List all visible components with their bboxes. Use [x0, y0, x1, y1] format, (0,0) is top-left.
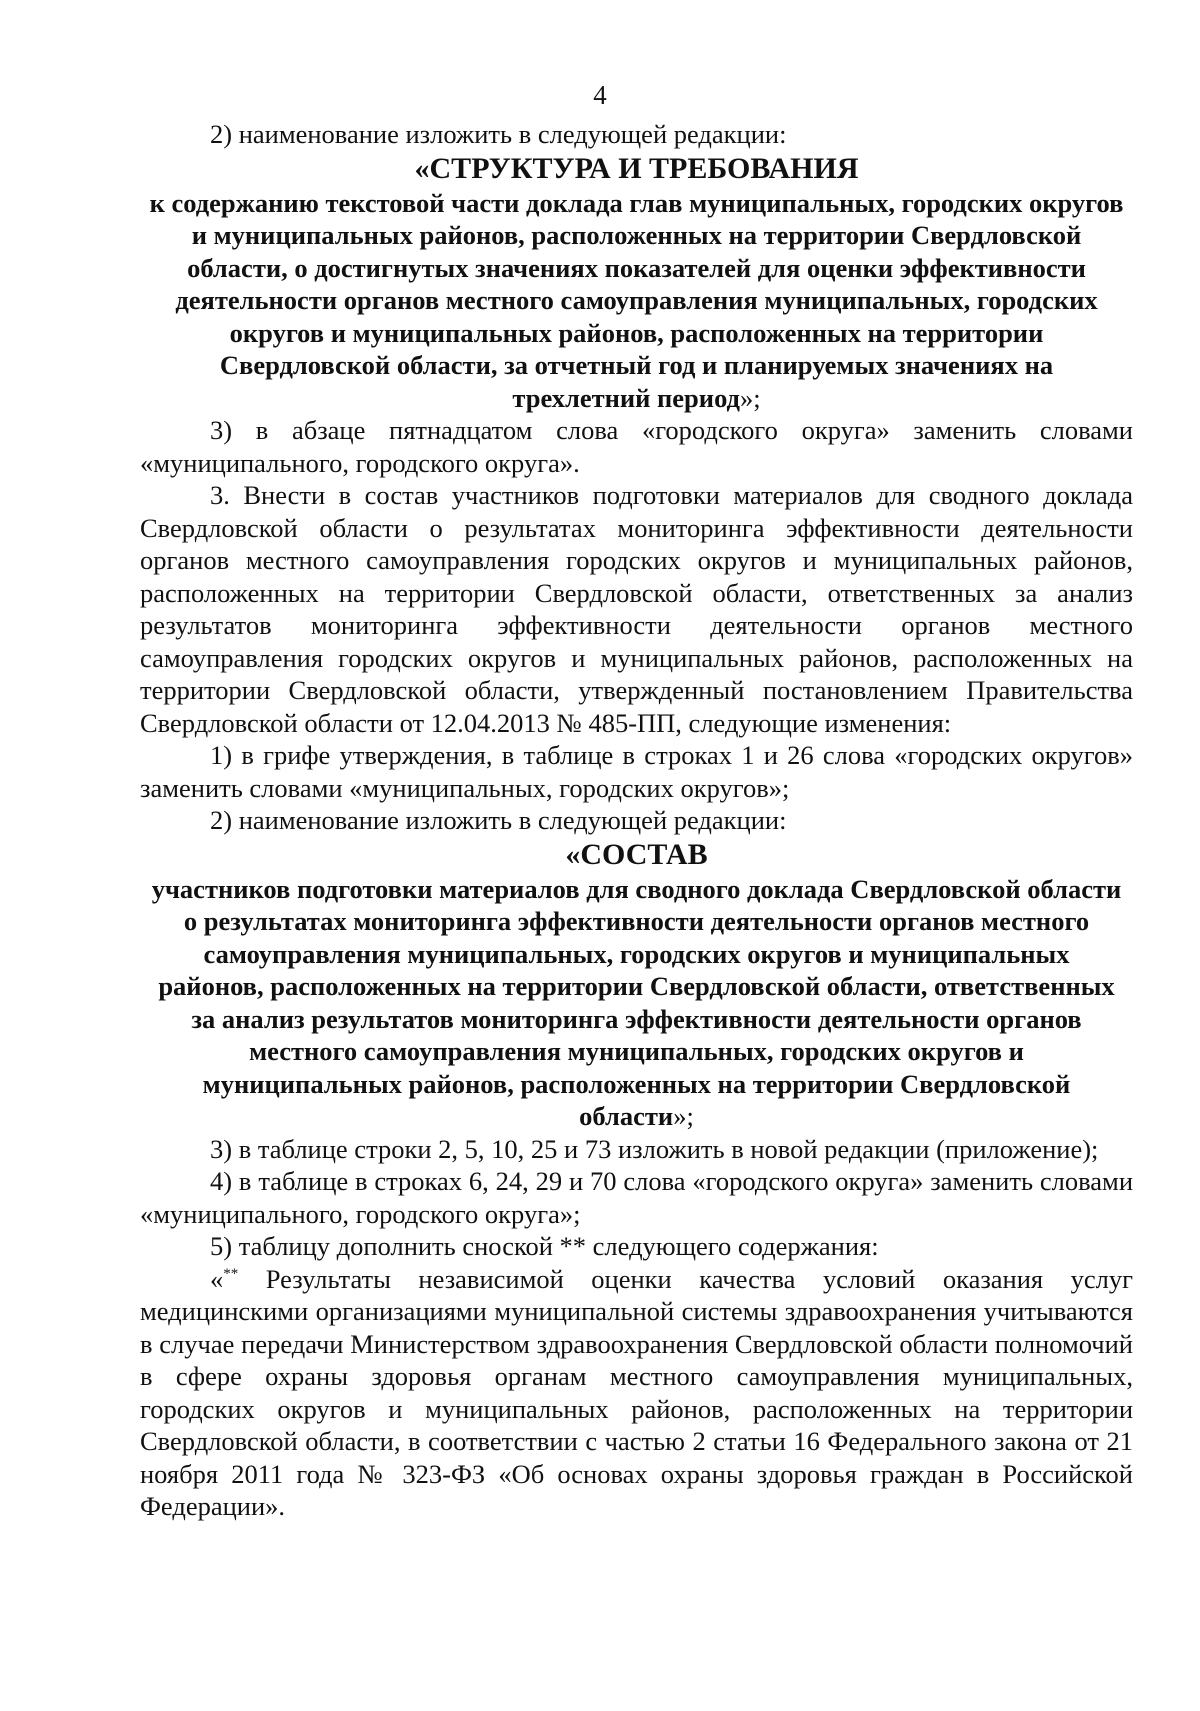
item-2b: 2) наименование изложить в следующей редакции: — [210, 805, 787, 835]
footnote-text: Результаты независимой оценки качества условий оказания услуг медицинскими организациями муниципальной системы здравоохранения учитываются в случае передачи Министерством здравоохранения Свердловской области полномочий в сфере охраны здоровья органам местного самоуправления муниципальных, городских округов и муниципальных районов, расположенных на территории Свердловской области, в соответствии с частью 2 статьи 16 Федерального закона от 21 ноября 2011 года № 323-ФЗ «Об основах охраны здоровья граждан в Российской Федерации». — [140, 1263, 1133, 1521]
footnote-paragraph — [140, 1263, 1133, 1523]
heading-1-body: к содержанию текстовой части доклада глав муниципальных, городских округов и муниципальных районов, расположенных на территории Свердловской области, о достигнутых значениях показателей для оценки эффективности деятельности органов местного самоуправления муниципальных, городских округов и муниципальных районов, расположенных на территории Свердловской области, за отчетный год и планируемых значениях на трехлетний период — [149, 187, 1124, 413]
section-3: 3. Внести в состав участников подготовки материалов для сводного доклада Свердловской области о результатах мониторинга эффективности деятельности органов местного самоуправления городских округов и муниципальных районов, расположенных на территории Свердловской области, ответственных за анализ результатов мониторинга эффективности деятельности органов местного самоуправления городских округов и муниципальных районов, расположенных на территории Свердловской области, утвержденный постановлением Правительства Свердловской области от 12.04.2013 № 485-ПП, следующие изменения: — [140, 480, 1133, 738]
document-body — [140, 118, 1133, 1523]
item-2a: 2) наименование изложить в следующей редакции: — [210, 119, 787, 149]
heading-2-close: »; — [673, 1101, 694, 1131]
item-1b: 1) в грифе утверждения, в таблице в строках 1 и 26 слова «городских округов» заменить словами «муниципальных, городских округов»; — [140, 740, 1133, 803]
item-4b: 4) в таблице в строках 6, 24, 29 и 70 слова «городского округа» заменить словами «муниципального, городского округа»; — [140, 1166, 1133, 1229]
heading-1-close: »; — [739, 382, 761, 413]
item-3a: 3) в абзаце пятнадцатом слова «городского округа» заменить словами «муниципального, городского округа». — [140, 415, 1133, 478]
page-number: 4 — [593, 80, 607, 110]
footnote-open-quote: « — [210, 1263, 224, 1294]
item-3b: 3) в таблице строки 2, 5, 10, 25 и 73 изложить в новой редакции (приложение); — [210, 1133, 1099, 1164]
heading-2-title: «СОСТАВ — [565, 837, 708, 871]
heading-1-title: «СТРУКТУРА И ТРЕБОВАНИЯ — [414, 151, 859, 185]
item-5b: 5) таблицу дополнить сноской ** следующего содержания: — [210, 1231, 879, 1261]
heading-2 — [140, 873, 1133, 1133]
footnote-mark: ** — [223, 1265, 239, 1282]
heading-2-body: участников подготовки материалов для сводного доклада Свердловской области о результатах мониторинга эффективности деятельности органов местного самоуправления муниципальных, городских округов и муниципальных районов, расположенных на территории Свердловской области, ответственных за анализ результатов мониторинга эффективности деятельности органов местного самоуправления муниципальных, городских округов и муниципальных районов, расположенных на территории Свердловской области — [151, 873, 1122, 1131]
heading-1 — [140, 187, 1133, 415]
